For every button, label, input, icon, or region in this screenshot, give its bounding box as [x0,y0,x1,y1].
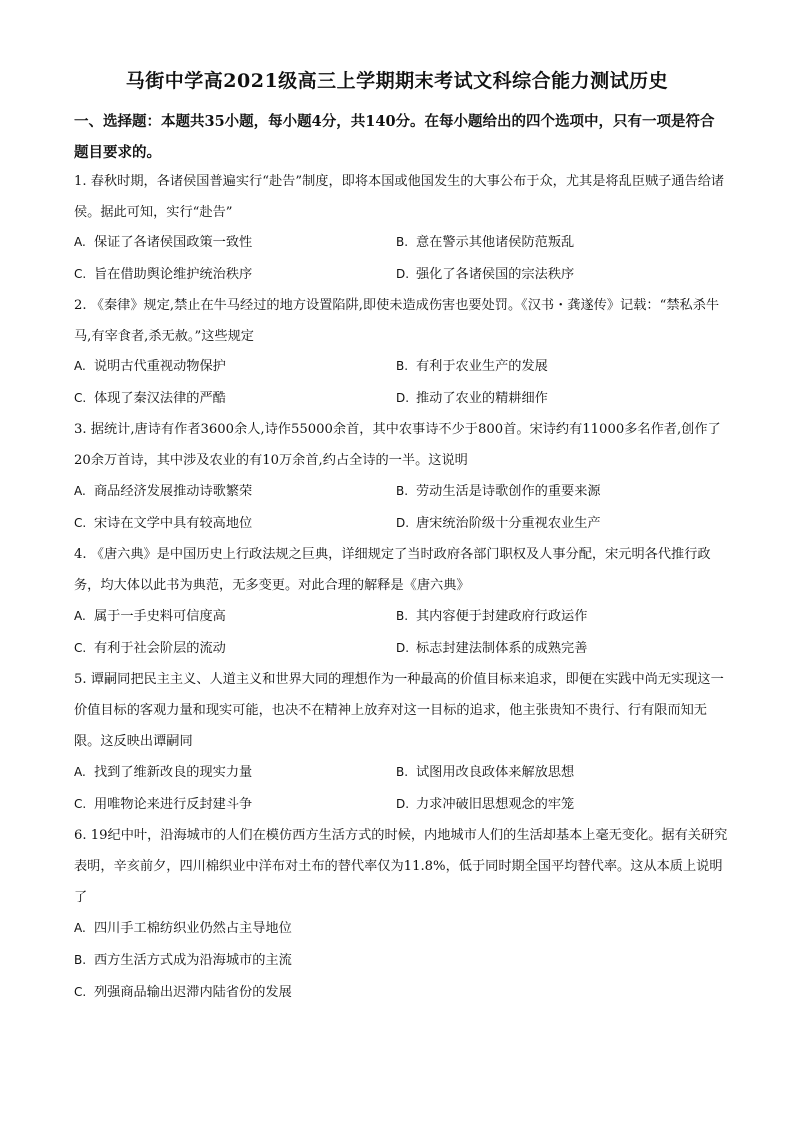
question-2-option-b: B. 有利于农业生产的发展 [396,359,548,374]
question-1-option-b: B. 意在警示其他诸侯防范叛乱 [396,235,575,250]
question-3-option-b: B. 劳动生活是诗歌创作的重要来源 [396,484,601,499]
question-6-option-c: C. 列强商品输出迟滞内陆省份的发展 [74,985,292,1000]
question-2-option-c: C. 体现了秦汉法律的严酷 [74,391,226,406]
question-4-option-b: B. 其内容便于封建政府行政运作 [396,609,588,624]
question-3-stem: 3. 据统计,唐诗有作者3600余人,诗作55000余首，其中农事诗不少于800首。宋诗约有11000多名作者,创作了20余万首诗，其中涉及农业的有10万余首,约占全诗的一半。这说明 [74,422,721,468]
section-heading: 一、选择题：本题共35小题，每小题4分，共140分。在每小题给出的四个选项中，只有一项是符合题目要求的。 [74,113,715,161]
question-1-stem: 1. 春秋时期，各诸侯国普遍实行“赴告”制度，即将本国或他国发生的大事公布于众，尤其是将乱臣贼子通告给诸侯。据此可知，实行“赴告” [74,174,725,220]
question-5-option-d: D. 力求冲破旧思想观念的牢笼 [396,797,575,812]
question-4-stem: 4. 《唐六典》是中国历史上行政法规之巨典，详细规定了当时政府各部门职权及人事分配，宋元明各代推行政务，均大体以此书为典范，无多变更。对此合理的解释是《唐六典》 [74,547,711,593]
question-1-option-d: D. 强化了各诸侯国的宗法秩序 [396,267,575,282]
question-3-option-a: A. 商品经济发展推动诗歌繁荣 [74,484,253,499]
page-title: 马街中学高2021级高三上学期期末考试文科综合能力测试历史 [125,70,669,92]
question-5-option-c: C. 用唯物论来进行反封建斗争 [74,797,253,812]
question-1-option-c: C. 旨在借助舆论维护统治秩序 [74,267,253,282]
question-6-option-a: A. 四川手工棉纺织业仍然占主导地位 [74,921,292,936]
question-4-option-d: D. 标志封建法制体系的成熟完善 [396,641,588,656]
question-3-option-c: C. 宋诗在文学中具有较高地位 [74,516,253,531]
question-6-stem: 6. 19纪中叶，沿海城市的人们在模仿西方生活方式的时候，内地城市人们的生活却基本上毫无变化。据有关研究表明，辛亥前夕，四川棉织业中洋布对土布的替代率仅为11.8%，低于同时期全国平均替代率。这从本质上说明了 [74,828,728,905]
question-5-option-a: A. 找到了维新改良的现实力量 [74,765,253,780]
question-6-option-b: B. 西方生活方式成为沿海城市的主流 [74,953,292,968]
question-2-option-a: A. 说明古代重视动物保护 [74,359,226,374]
question-4-option-a: A. 属于一手史料可信度高 [74,609,226,624]
question-1-option-a: A. 保证了各诸侯国政策一致性 [74,235,253,250]
question-5-stem: 5. 谭嗣同把民主主义、人道主义和世界大同的理想作为一种最高的价值目标来追求，即便在实践中尚无实现这一价值目标的客观力量和现实可能，也决不在精神上放弃对这一目标的追求，他主张贵知不贵行、行有限而知无限。这反映出谭嗣同 [74,672,724,749]
question-5-option-b: B. 试图用改良政体来解放思想 [396,765,575,780]
question-2-option-d: D. 推动了农业的精耕细作 [396,391,548,406]
question-4-option-c: C. 有利于社会阶层的流动 [74,641,226,656]
question-3-option-d: D. 唐宋统治阶级十分重视农业生产 [396,516,601,531]
question-2-stem: 2. 《秦律》规定,禁止在牛马经过的地方设置陷阱,即使未造成伤害也要处罚。《汉书・龚遂传》记载：“禁私杀牛马,有宰食者,杀无赦。”这些规定 [74,298,720,344]
